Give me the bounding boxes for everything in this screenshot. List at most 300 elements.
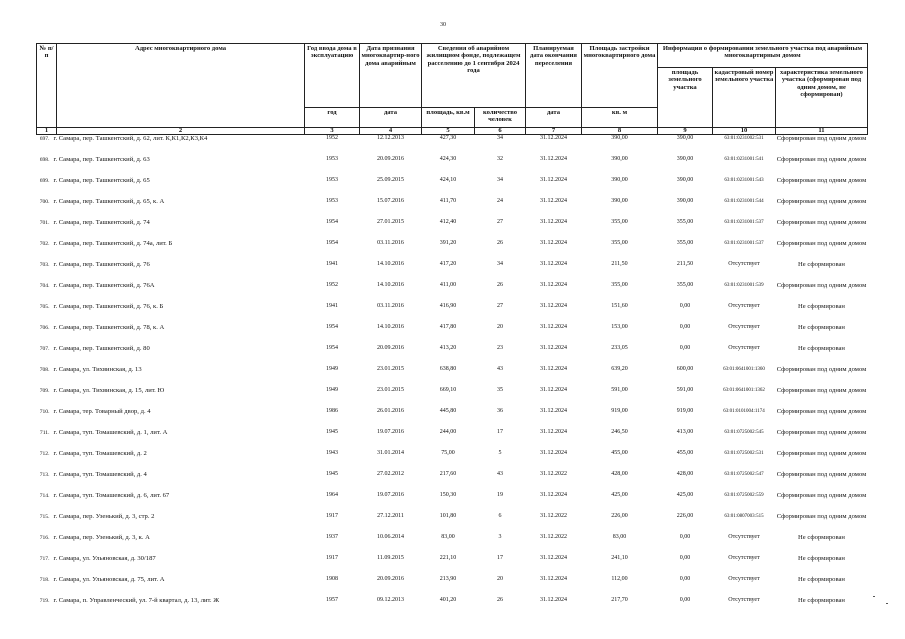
header-land-area: площадь земельного участка [658,68,713,128]
row-address [37,366,305,387]
row-address [37,240,305,261]
row-cadastral-number: Отсутствует [728,324,760,330]
row-emergency-area: 417,80 [439,324,457,330]
row-year: 1943 [326,450,338,456]
row-characteristic: Не сформирован [798,345,845,352]
table-row [37,303,868,324]
row-cadastral-number: 63:01:0231001:543 [724,178,764,183]
row-address [37,135,305,157]
row-building-area: 217,70 [611,597,628,603]
row-year: 1953 [326,198,338,204]
row-address-text: г. Самара, пер. Ташкентский, д. 62, лит. К,К1,К2,К3,К4 [53,135,208,142]
table-row [37,135,868,157]
row-building-area: 246,50 [611,429,628,435]
row-emergency-area: 424,10 [439,177,457,183]
row-building-area: 355,00 [611,219,628,225]
row-address-text: г. Самара, пер. Ташкентский, д. 65, к. А [53,198,165,205]
table-row [37,240,868,261]
row-address-text: г. Самара, пер. Ташкентский, д. 63 [53,156,150,163]
col-number: 2 [57,128,305,135]
row-recognition-date: 03.11.2016 [377,240,404,246]
row-emergency-area: 427,30 [439,135,457,141]
row-characteristic: Сформирован под одним домом [776,366,867,373]
row-number: 703. [39,262,50,268]
row-characteristic: Не сформирован [798,303,845,310]
row-recognition-date: 15.07.2016 [377,198,404,204]
row-recognition-date: 20.09.2016 [377,345,404,351]
row-people-count: 34 [497,261,503,267]
table-row [37,156,868,177]
header-year: Год ввода дома в эксплуатацию [305,44,360,108]
row-recognition-date: 27.01.2015 [377,219,404,225]
row-building-area: 390,00 [611,198,628,204]
row-building-area: 455,00 [611,450,628,456]
row-number: 704. [39,283,50,289]
row-planned-date: 31.12.2024 [540,576,567,582]
row-people-count: 34 [497,177,503,183]
row-characteristic: Сформирован под одним домом [776,450,867,457]
row-address [37,219,305,240]
row-year: 1964 [326,492,338,498]
row-recognition-date: 10.06.2014 [377,534,404,540]
row-number: 707. [39,346,50,352]
row-number: 697. [39,136,50,142]
row-address-text: г. Самара, туп. Томашевский, д. 1, лит. А [53,429,168,436]
row-building-area: 591,00 [611,387,628,393]
row-emergency-area: 213,90 [439,576,457,582]
row-year: 1937 [326,534,338,540]
unit-year: год [305,108,360,128]
table-row [37,555,868,576]
row-cadastral-number: 63:01:0231002:531 [724,136,764,141]
row-address-text: г. Самара, туп. Томашевский, д. 6, лит. 67 [53,492,170,499]
row-address [37,198,305,219]
table-row [37,261,868,282]
col-number: 8 [582,128,658,135]
row-emergency-area: 411,70 [439,198,457,204]
row-planned-date: 31.12.2024 [540,261,567,267]
row-year: 1952 [326,282,338,288]
row-land-area: 0,00 [679,597,691,603]
row-cadastral-number: 63:01:0231001:539 [724,283,764,288]
row-planned-date: 31.12.2024 [540,135,567,141]
row-land-area: 425,00 [676,492,694,498]
row-building-area: 112,00 [611,576,628,582]
row-address [37,534,305,555]
row-recognition-date: 27.12.2011 [377,513,404,519]
row-year: 1949 [326,387,338,393]
row-people-count: 27 [497,303,503,309]
row-address [37,387,305,408]
row-year: 1917 [326,555,338,561]
row-characteristic: Сформирован под одним домом [776,219,867,226]
row-people-count: 34 [497,135,503,141]
row-planned-date: 31.12.2024 [540,492,567,498]
header-land-info: Информация о формировании земельного участка под аварийным многоквартирным домом [658,44,868,68]
row-year: 1953 [326,177,338,183]
row-cadastral-number: 63:01:0101004:1174 [723,409,765,414]
row-characteristic: Не сформирован [798,597,845,604]
unit-area: площадь, кв.м [422,108,475,128]
row-cadastral-number: Отсутствует [728,597,760,603]
table-row [37,429,868,450]
row-people-count: 20 [497,324,503,330]
row-year: 1949 [326,366,338,372]
row-cadastral-number: 63:01:0641001:1362 [723,388,765,393]
row-planned-date: 31.12.2022 [540,513,567,519]
row-address-text: г. Самара, пер. Ташкентский, д. 76 [53,261,150,268]
row-building-area: 241,10 [611,555,628,561]
scan-speck [886,603,888,604]
row-people-count: 32 [497,156,503,162]
col-number: 5 [422,128,475,135]
row-people-count: 36 [497,408,503,414]
row-address [37,471,305,492]
row-recognition-date: 19.07.2016 [377,492,404,498]
row-planned-date: 31.12.2024 [540,240,567,246]
row-planned-date: 31.12.2024 [540,324,567,330]
row-land-area: 0,00 [679,303,691,309]
row-characteristic: Сформирован под одним домом [776,492,867,499]
row-building-area: 355,00 [611,240,628,246]
row-year: 1957 [326,597,338,603]
row-address [37,303,305,324]
row-people-count: 3 [498,534,502,540]
row-emergency-area: 445,80 [439,408,457,414]
row-recognition-date: 14.10.2016 [377,282,404,288]
row-year: 1954 [326,219,338,225]
row-recognition-date: 20.09.2016 [377,156,404,162]
row-planned-date: 31.12.2024 [540,177,567,183]
row-people-count: 43 [497,366,503,372]
table-row [37,198,868,219]
table-row [37,471,868,492]
row-building-area: 425,00 [611,492,628,498]
row-emergency-area: 401,20 [439,597,457,603]
row-people-count: 24 [497,198,503,204]
row-people-count: 26 [497,282,503,288]
row-people-count: 35 [497,387,503,393]
col-number: 1 [37,128,57,135]
header-characteristic: характеристика земельного участка (сформирован под одним домом, не сформирован) [776,68,868,128]
row-building-area: 919,00 [611,408,628,414]
row-land-area: 455,00 [676,450,694,456]
row-address [37,492,305,513]
row-year: 1941 [326,261,338,267]
row-characteristic: Сформирован под одним домом [776,198,867,205]
row-year: 1945 [326,429,338,435]
row-recognition-date: 31.01.2014 [377,450,404,456]
row-characteristic: Сформирован под одним домом [776,135,867,142]
row-number: 709. [39,388,50,394]
row-cadastral-number: 63:01:0231001:537 [724,241,764,246]
row-planned-date: 31.12.2022 [540,534,567,540]
header-no: № п/п [37,44,57,128]
row-address-text: г. Самара, пер. Ташкентский, д. 80 [53,345,150,352]
row-land-area: 390,00 [676,177,694,183]
row-planned-date: 31.12.2024 [540,156,567,162]
row-emergency-area: 217,60 [439,471,457,477]
row-address [37,177,305,198]
row-number: 699. [39,178,50,184]
table-row [37,282,868,303]
row-address-text: г. Самара, пер. Ташкентский, д. 65 [53,177,150,184]
row-address-text: г. Самара, пер. Узенький, д. 3, стр. 2 [53,513,155,520]
row-address-text: г. Самара, пер. Узенький, д. 3, к. А [53,534,150,541]
row-number: 718. [39,577,50,583]
row-address [37,282,305,303]
row-building-area: 153,00 [611,324,628,330]
table-row [37,513,868,534]
row-characteristic: Не сформирован [798,324,845,331]
row-building-area: 233,05 [611,345,628,351]
row-planned-date: 31.12.2024 [540,429,567,435]
row-emergency-area: 83,00 [441,534,455,540]
row-number: 706. [39,325,50,331]
row-number: 700. [39,199,50,205]
row-address [37,156,305,177]
row-building-area: 151,60 [611,303,628,309]
row-emergency-area: 221,10 [439,555,457,561]
unit-people: количество человек [475,108,526,128]
table-row [37,324,868,345]
row-people-count: 17 [497,429,503,435]
column-numbers-row [37,128,868,135]
row-address [37,513,305,534]
row-cadastral-number: 63:01:0725002:559 [724,493,764,498]
row-recognition-date: 19.07.2016 [377,429,404,435]
row-land-area: 0,00 [679,534,691,540]
row-emergency-area: 75,00 [441,450,455,456]
row-planned-date: 31.12.2024 [540,408,567,414]
row-address [37,450,305,471]
row-people-count: 17 [497,555,503,561]
row-recognition-date: 14.10.2016 [377,261,404,267]
row-building-area: 226,00 [611,513,628,519]
table-row [37,219,868,240]
row-planned-date: 31.12.2022 [540,471,567,477]
row-year: 1986 [326,408,338,414]
row-emergency-area: 412,40 [439,219,457,225]
row-number: 719. [39,598,50,604]
table-row [37,408,868,429]
row-address [37,597,305,618]
row-number: 702. [39,241,50,247]
row-address-text: г. Самара, туп. Томашевский, д. 2 [53,450,147,457]
row-recognition-date: 14.10.2016 [377,324,404,330]
row-address-text: г. Самара, ул. Ульяновская, д. 30/187 [53,555,156,562]
row-people-count: 19 [497,492,503,498]
row-characteristic: Не сформирован [798,555,845,562]
row-people-count: 43 [497,471,503,477]
row-emergency-area: 150,30 [439,492,457,498]
row-cadastral-number: Отсутствует [728,303,760,309]
row-recognition-date: 12.12.2013 [377,135,404,141]
row-characteristic: Сформирован под одним домом [776,177,867,184]
row-address-text: г. Самара, ул. Тихвинская, д. 13 [53,366,142,373]
row-cadastral-number: 63:01:0807003:515 [724,514,764,519]
table-row [37,576,868,597]
row-emergency-area: 417,20 [439,261,457,267]
row-address-text: г. Самара, пер. Ташкентский, д. 76, к. Б [53,303,164,310]
row-year: 1954 [326,240,338,246]
row-number: 713. [39,472,50,478]
col-number: 11 [776,128,868,135]
row-land-area: 0,00 [679,576,691,582]
row-characteristic: Сформирован под одним домом [776,408,867,415]
row-year: 1917 [326,513,338,519]
row-characteristic: Не сформирован [798,534,845,541]
row-land-area: 428,00 [676,471,694,477]
row-cadastral-number: 63:01:0231001:537 [724,220,764,225]
header-cadastral: кадастровый номер земельного участка [713,68,776,128]
row-land-area: 919,00 [676,408,694,414]
row-address-text: г. Самара, ул. Ульяновская, д. 75, лит. А [53,576,165,583]
header-emergency-info: Сведения об аварийном жилищном фонде, подлежащем расселению до 1 сентября 2024 года [422,44,526,108]
header-planned-date: Планируемая дата окончания переселения [526,44,582,108]
table-row [37,597,868,618]
row-planned-date: 31.12.2024 [540,219,567,225]
row-land-area: 355,00 [676,219,694,225]
row-people-count: 23 [497,345,503,351]
row-address-text: г. Самара, пер. Ташкентский, д. 74 [53,219,150,226]
col-number: 7 [526,128,582,135]
row-planned-date: 31.12.2024 [540,366,567,372]
row-characteristic: Сформирован под одним домом [776,240,867,247]
row-land-area: 600,00 [676,366,694,372]
row-emergency-area: 413,20 [439,345,457,351]
scan-speck [873,596,875,597]
unit-date: дата [360,108,422,128]
row-address [37,324,305,345]
row-address [37,429,305,450]
row-planned-date: 31.12.2024 [540,555,567,561]
table-row [37,366,868,387]
row-number: 705. [39,304,50,310]
unit-sqm: кв. м [582,108,658,128]
row-cadastral-number: Отсутствует [728,261,760,267]
row-emergency-area: 391,20 [439,240,457,246]
row-number: 715. [39,514,50,520]
row-address [37,576,305,597]
row-land-area: 390,00 [676,156,694,162]
header-address: Адрес многоквартирного дома [57,44,305,128]
row-number: 710. [39,409,50,415]
row-building-area: 83,00 [612,534,627,540]
row-emergency-area: 669,10 [439,387,457,393]
row-land-area: 413,00 [676,429,694,435]
row-year: 1941 [326,303,338,309]
row-cadastral-number: Отсутствует [728,576,760,582]
row-planned-date: 31.12.2024 [540,450,567,456]
row-cadastral-number: 63:01:0725002:531 [724,451,764,456]
row-address [37,555,305,576]
row-recognition-date: 20.09.2016 [377,576,404,582]
row-recognition-date: 25.09.2015 [377,177,404,183]
table-body [37,135,868,619]
table-row [37,345,868,366]
row-number: 714. [39,493,50,499]
row-address-text: г. Самара, туп. Томашевский, д. 4 [53,471,147,478]
row-address [37,408,305,429]
row-land-area: 355,00 [676,282,694,288]
row-planned-date: 31.12.2024 [540,597,567,603]
table-row [37,387,868,408]
row-number: 711. [39,430,50,436]
row-characteristic: Сформирован под одним домом [776,513,867,520]
row-characteristic: Не сформирован [798,261,845,268]
row-people-count: 6 [498,513,502,519]
row-year: 1953 [326,156,338,162]
header-building-area: Площадь застройки многоквартирного дома [582,44,658,108]
row-cadastral-number: Отсутствует [728,555,760,561]
row-number: 716. [39,535,50,541]
unit-date2: дата [526,108,582,128]
row-address-text: г. Самара, пер. Ташкентский, д. 76А [53,282,155,289]
row-recognition-date: 26.01.2016 [377,408,404,414]
row-planned-date: 31.12.2024 [540,303,567,309]
row-address-text: г. Самара, тер. Товарный двор, д. 4 [53,408,151,415]
row-land-area: 390,00 [676,135,694,141]
housing-table-wrapper [36,43,867,618]
row-land-area: 0,00 [679,324,691,330]
row-building-area: 390,00 [611,177,628,183]
row-emergency-area: 424,30 [439,156,457,162]
row-characteristic: Сформирован под одним домом [776,471,867,478]
row-address-text: г. Самара, пер. Ташкентский, д. 74а, лит. Б [53,240,173,247]
row-building-area: 390,00 [611,135,628,141]
row-land-area: 226,00 [676,513,694,519]
row-emergency-area: 101,80 [439,513,457,519]
row-land-area: 355,00 [676,240,694,246]
page-number: 30 [440,22,446,28]
row-number: 708. [39,367,50,373]
row-cadastral-number: 63:01:0725002:545 [724,430,764,435]
row-cadastral-number: Отсутствует [728,534,760,540]
row-building-area: 355,00 [611,282,628,288]
row-cadastral-number: Отсутствует [728,345,760,351]
row-building-area: 639,20 [611,366,628,372]
row-recognition-date: 23.01.2015 [377,387,404,393]
table-header [37,44,868,135]
col-number: 6 [475,128,526,135]
row-land-area: 390,00 [676,198,694,204]
row-cadastral-number: 63:01:0725002:547 [724,472,764,477]
row-building-area: 428,00 [611,471,628,477]
row-planned-date: 31.12.2024 [540,387,567,393]
row-cadastral-number: 63:01:0641001:1360 [723,367,765,372]
row-cadastral-number: 63:01:0231001:541 [724,157,764,162]
table-row [37,177,868,198]
row-year: 1945 [326,471,338,477]
row-recognition-date: 09.12.2013 [377,597,404,603]
row-people-count: 5 [498,450,502,456]
col-number: 3 [305,128,360,135]
row-emergency-area: 411,00 [439,282,457,288]
row-number: 698. [39,157,50,163]
row-year: 1954 [326,345,338,351]
row-land-area: 211,50 [676,261,694,267]
row-characteristic: Сформирован под одним домом [776,282,867,289]
row-characteristic: Сформирован под одним домом [776,387,867,394]
row-number: 717. [39,556,50,562]
row-land-area: 591,00 [676,387,694,393]
row-address-text: г. Самара, пер. Ташкентский, д. 78, к. А [53,324,165,331]
row-address [37,261,305,282]
row-number: 701. [39,220,50,226]
row-number: 712. [39,451,50,457]
row-planned-date: 31.12.2024 [540,282,567,288]
